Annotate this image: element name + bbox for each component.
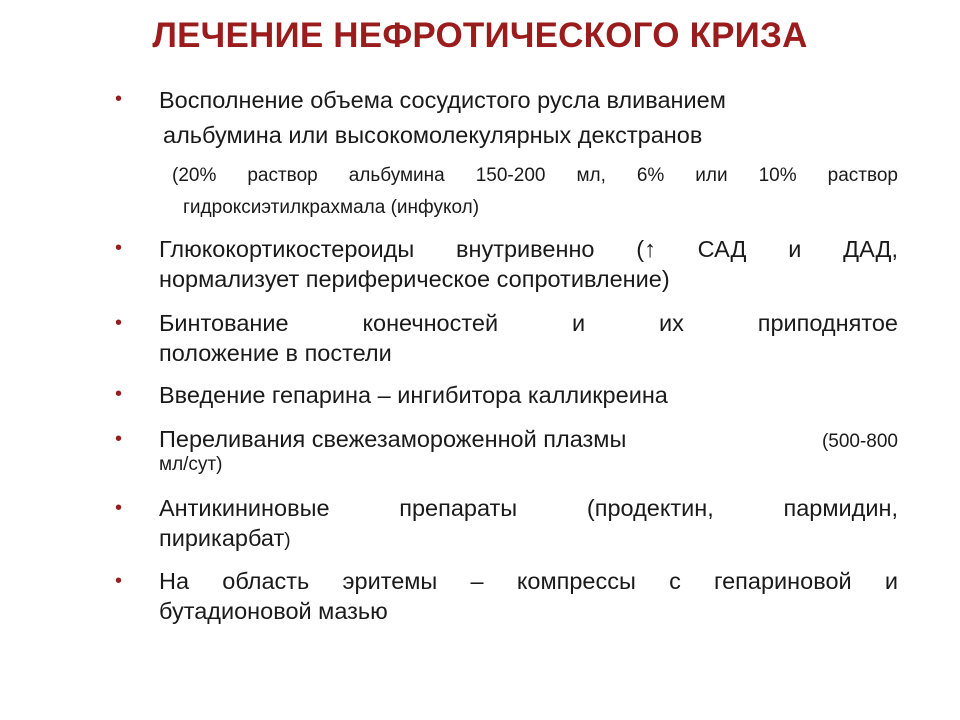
- list-item-line: положение в постели: [159, 340, 392, 366]
- list-item: [159, 380, 898, 410]
- list-item: [159, 424, 898, 477]
- bullet: •: [115, 428, 123, 450]
- list-item-note: ): [284, 530, 291, 551]
- bullet: •: [115, 237, 123, 259]
- list-item-text: Переливания свежезамороженной плазмы: [159, 426, 627, 452]
- list-item-line: Введение гепарина – ингибитора калликреина: [159, 382, 668, 408]
- list-item-line: Глюкокортикостероиды внутривенно (↑ САД и ДАД,: [159, 236, 898, 262]
- bullet: •: [115, 383, 123, 405]
- list-item-line: нормализует периферическое сопротивление): [159, 266, 670, 292]
- list-item: [159, 493, 898, 556]
- list-item-line: мл/сут): [159, 454, 223, 475]
- bullet: •: [115, 497, 123, 519]
- bullet: •: [115, 312, 123, 334]
- list-item-line: бутадионовой мазью: [159, 598, 388, 624]
- sub-note-line: гидроксиэтилкрахмала (инфукол): [183, 197, 480, 218]
- list-item: [159, 566, 898, 626]
- list-item-line: [159, 523, 898, 556]
- bullet: •: [115, 570, 123, 592]
- list-item-line: альбумина или высокомолекулярных декстранов: [163, 122, 703, 148]
- bullet: •: [115, 88, 123, 110]
- list-item-line: Антикининовые препараты (продектин, пармидин,: [159, 495, 898, 521]
- list-item: [159, 308, 898, 368]
- sub-note-line: (20% раствор альбумина 150-200 мл, 6% или 10% раствор: [172, 165, 898, 186]
- list-item-line: На область эритемы – компрессы с гепариновой и: [159, 568, 898, 594]
- page-title: ЛЕЧЕНИЕ НЕФРОТИЧЕСКОГО КРИЗА: [152, 16, 808, 55]
- list-item-text: пирикарбат: [159, 525, 285, 551]
- list-item: [159, 85, 898, 150]
- list-item: [159, 234, 898, 294]
- list-item-line: Восполнение объема сосудистого русла вливанием: [159, 87, 726, 113]
- list-item-note: (500-800: [821, 431, 898, 452]
- list-item-line: Бинтование конечностей и их приподнятое: [159, 310, 898, 336]
